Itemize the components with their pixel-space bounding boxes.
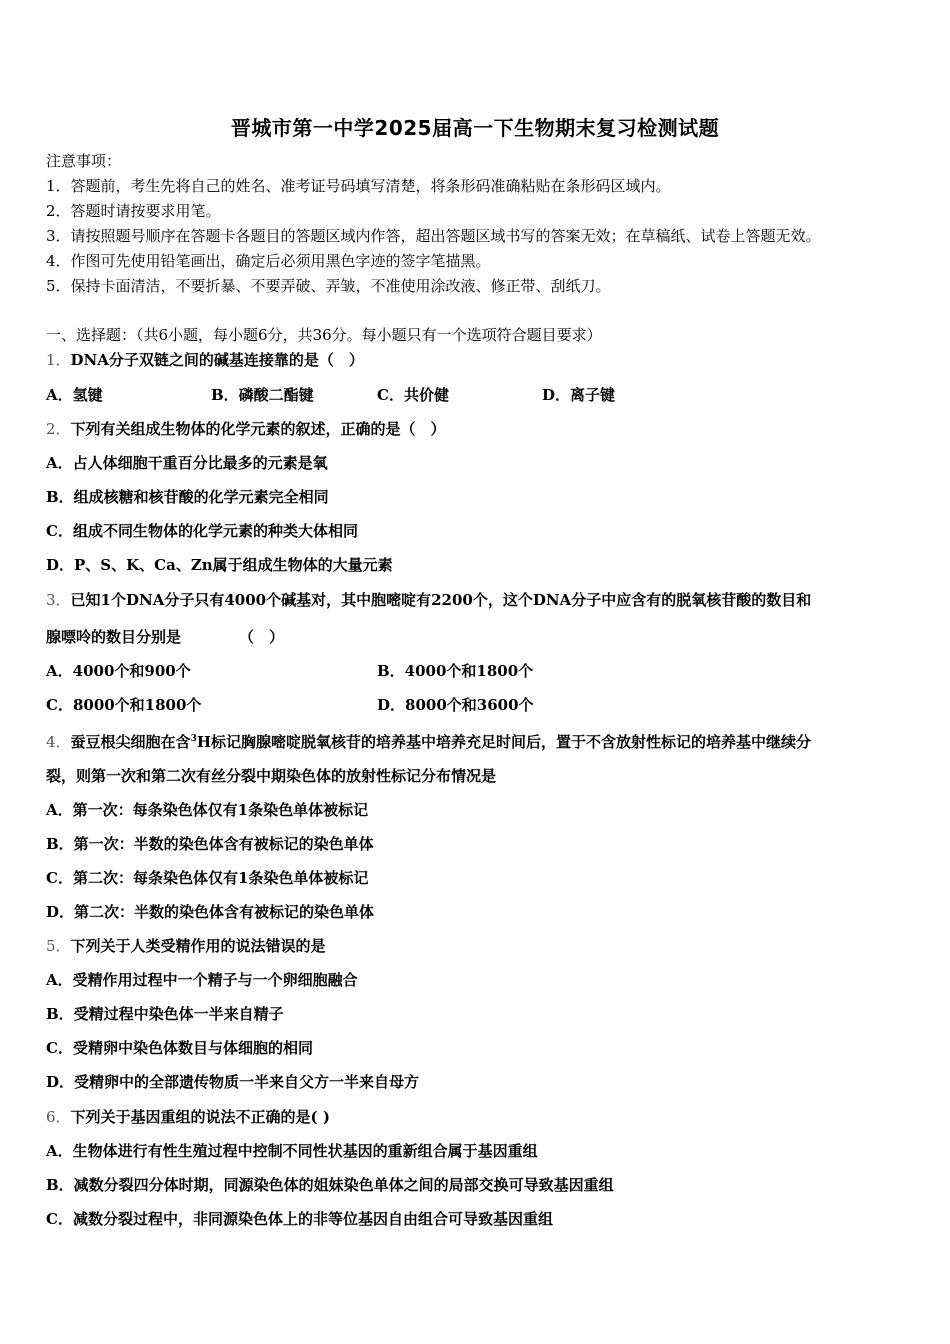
- question-5: [46, 936, 326, 956]
- question-2: [46, 419, 446, 439]
- q2-option-a: A．占人体细胞干重百分比最多的元素是氧: [46, 454, 328, 472]
- question-6: [46, 1107, 330, 1127]
- superscript: 3: [190, 734, 197, 744]
- question-number: 6．: [46, 1108, 71, 1126]
- q5-option-c: C．受精卵中染色体数目与体细胞的相同: [46, 1039, 313, 1057]
- question-number: 5．: [46, 937, 71, 955]
- question-stem: 蚕豆根尖细胞在含: [70, 733, 191, 751]
- notice-item-5: 5．保持卡面清洁，不要折暴、不要弄破、弄皱，不准使用涂改液、修正带、刮纸刀。: [46, 277, 611, 295]
- question-number: 1．: [46, 351, 71, 369]
- question-number: 3．: [46, 591, 71, 609]
- question-stem-continued: 腺嘌呤的数目分别是: [46, 628, 182, 646]
- q6-option-a: A．生物体进行有性生殖过程中控制不同性状基因的重新组合属于基因重组: [46, 1142, 538, 1160]
- q6-option-b: B．减数分裂四分体时期，同源染色体的姐妹染色单体之间的局部交换可导致基因重组: [46, 1176, 614, 1194]
- q1-option-d: D．离子键: [542, 386, 616, 404]
- notice-item-3: 3．请按照题号顺序在答题卡各题目的答题区域内作答，超出答题区域书写的答案无效；在草稿纸、试卷上答题无效。: [46, 227, 821, 245]
- q3-option-c: C．8000个和1800个: [46, 696, 202, 714]
- exam-title: 晋城市第一中学2025届高一下生物期末复习检测试题: [230, 116, 720, 140]
- question-number: 4．: [46, 733, 71, 751]
- q5-option-b: B．受精过程中染色体一半来自精子: [46, 1005, 284, 1023]
- question-4-continued: 裂，则第一次和第二次有丝分裂中期染色体的放射性标记分布情况是: [46, 767, 497, 785]
- q4-option-d: D．第二次：半数的染色体含有被标记的染色单体: [46, 903, 375, 921]
- q6-option-c: C．减数分裂过程中，非同源染色体上的非等位基因自由组合可导致基因重组: [46, 1210, 553, 1228]
- question-1: [46, 350, 364, 370]
- question-stem: 下列关于人类受精作用的说法错误的是: [70, 937, 326, 955]
- question-number: 2．: [46, 420, 71, 438]
- notice-item-4: 4．作图可先使用铅笔画出，确定后必须用黑色字迹的签字笔描黑。: [46, 252, 491, 270]
- q5-option-d: D．受精卵中的全部遗传物质一半来自父方一半来自母方: [46, 1073, 420, 1091]
- notice-item-1: 1．答题前，考生先将自己的姓名、准考证号码填写清楚，将条形码准确粘贴在条形码区域内。: [46, 177, 671, 195]
- q3-option-d: D．8000个和3600个: [377, 696, 534, 714]
- q3-option-b: B．4000个和1800个: [377, 662, 534, 680]
- section-heading: 一、选择题：（共6小题，每小题6分，共36分。每小题只有一个选项符合题目要求）: [46, 326, 602, 344]
- q4-option-a: A．第一次：每条染色体仅有1条染色单体被标记: [46, 801, 369, 819]
- q1-option-a: A．氢键: [46, 386, 103, 404]
- question-stem: DNA分子双链之间的碱基连接靠的是（ ）: [70, 351, 364, 369]
- question-stem-rest: H标记胸腺嘧啶脱氧核苷的培养基中培养充足时间后，置于不含放射性标记的培养基中继续分: [196, 733, 812, 751]
- question-3: [46, 590, 811, 610]
- question-stem: 下列有关组成生物体的化学元素的叙述，正确的是（ ）: [70, 420, 446, 438]
- notice-item-2: 2．答题时请按要求用笔。: [46, 202, 221, 220]
- q3-option-a: A．4000个和900个: [46, 662, 191, 680]
- q5-option-a: A．受精作用过程中一个精子与一个卵细胞融合: [46, 971, 358, 989]
- question-stem: 已知1个DNA分子只有4000个碱基对，其中胞嘧啶有2200个，这个DNA分子中应含有的脱氧核苷酸的数目和: [70, 591, 812, 609]
- notice-heading: 注意事项：: [46, 152, 122, 170]
- q2-option-c: C．组成不同生物体的化学元素的种类大体相同: [46, 522, 358, 540]
- q1-option-c: C．共价健: [377, 386, 449, 404]
- q2-option-b: B．组成核糖和核苷酸的化学元素完全相同: [46, 488, 329, 506]
- question-stem: 下列关于基因重组的说法不正确的是( ): [70, 1108, 330, 1126]
- q4-option-c: C．第二次：每条染色体仅有1条染色单体被标记: [46, 869, 369, 887]
- q1-option-b: B．磷酸二酯键: [211, 386, 314, 404]
- answer-blank: （ ）: [239, 628, 285, 646]
- question-4: [46, 729, 811, 752]
- q2-option-d: D．P、S、K、Ca、Zn属于组成生物体的大量元素: [46, 556, 393, 574]
- q4-option-b: B．第一次：半数的染色体含有被标记的染色单体: [46, 835, 374, 853]
- question-3-continued: [46, 627, 284, 647]
